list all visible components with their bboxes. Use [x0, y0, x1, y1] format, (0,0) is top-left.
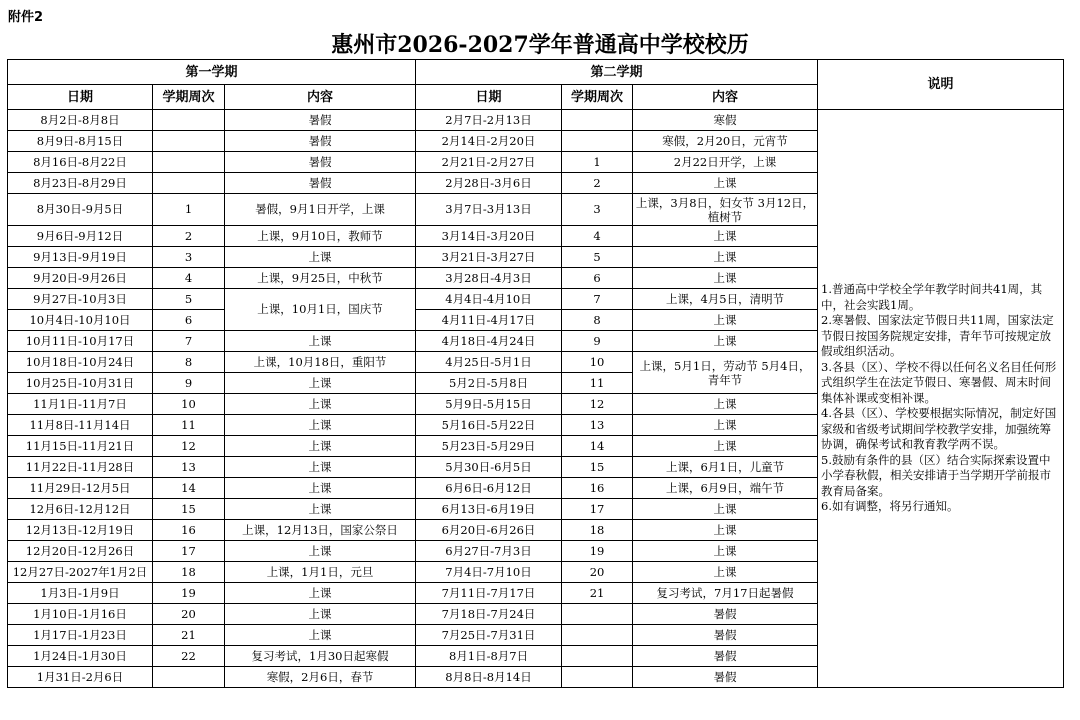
term2-week-cell: 13 — [562, 415, 633, 436]
term2-week-cell: 6 — [562, 268, 633, 289]
term1-week-cell: 21 — [153, 625, 225, 646]
term1-header: 第一学期 — [8, 60, 416, 85]
term1-content-cell: 上课 — [225, 499, 416, 520]
term1-week-cell: 11 — [153, 415, 225, 436]
term2-week-cell: 1 — [562, 152, 633, 173]
term2-date-cell: 7月4日-7月10日 — [416, 562, 562, 583]
term2-content-cell: 上课，3月8日，妇女节 3月12日，植树节 — [633, 194, 818, 226]
term2-week-cell: 4 — [562, 226, 633, 247]
term2-content-cell: 上课 — [633, 331, 818, 352]
term2-week-cell: 8 — [562, 310, 633, 331]
term2-date-cell: 3月7日-3月13日 — [416, 194, 562, 226]
term2-date-cell: 4月18日-4月24日 — [416, 331, 562, 352]
term2-week-cell — [562, 667, 633, 688]
term2-date-cell: 6月13日-6月19日 — [416, 499, 562, 520]
term1-week-cell — [153, 667, 225, 688]
term2-content-cell: 上课 — [633, 436, 818, 457]
term1-week-cell: 7 — [153, 331, 225, 352]
term1-week-header: 学期周次 — [153, 85, 225, 110]
term1-date-cell: 1月31日-2月6日 — [8, 667, 153, 688]
term2-date-cell: 6月20日-6月26日 — [416, 520, 562, 541]
term1-week-cell: 18 — [153, 562, 225, 583]
term2-date-cell: 5月30日-6月5日 — [416, 457, 562, 478]
term1-date-cell: 8月23日-8月29日 — [8, 173, 153, 194]
term2-date-cell: 4月11日-4月17日 — [416, 310, 562, 331]
note-item: 6.如有调整，将另行通知。 — [821, 499, 959, 514]
term1-date-cell: 11月22日-11月28日 — [8, 457, 153, 478]
term1-content-cell: 暑假 — [225, 131, 416, 152]
term1-content-cell: 上课 — [225, 247, 416, 268]
term2-content-cell: 上课 — [633, 226, 818, 247]
term1-date-cell: 11月1日-11月7日 — [8, 394, 153, 415]
term2-week-cell: 14 — [562, 436, 633, 457]
term1-week-cell: 8 — [153, 352, 225, 373]
term2-week-cell: 3 — [562, 194, 633, 226]
term1-date-cell: 12月20日-12月26日 — [8, 541, 153, 562]
term2-content-cell: 暑假 — [633, 667, 818, 688]
note-item: 5.鼓励有条件的县（区）结合实际探索设置中小学春秋假，相关安排请于当学期开学前报市教育局备案。 — [821, 452, 1052, 498]
term2-date-cell: 5月23日-5月29日 — [416, 436, 562, 457]
term1-date-cell: 8月9日-8月15日 — [8, 131, 153, 152]
term1-week-cell: 9 — [153, 373, 225, 394]
term2-week-cell — [562, 625, 633, 646]
term2-content-cell: 复习考试，7月17日起暑假 — [633, 583, 818, 604]
term2-week-cell — [562, 604, 633, 625]
attachment-label: 附件2 — [8, 10, 44, 25]
term1-content-cell: 复习考试，1月30日起寒假 — [225, 646, 416, 667]
term1-date-cell: 1月17日-1月23日 — [8, 625, 153, 646]
term1-week-cell: 10 — [153, 394, 225, 415]
term1-content-cell: 上课 — [225, 394, 416, 415]
term2-week-cell — [562, 131, 633, 152]
calendar-body — [8, 110, 1064, 688]
term2-date-cell: 2月14日-2月20日 — [416, 131, 562, 152]
term1-date-cell: 10月25日-10月31日 — [8, 373, 153, 394]
term2-date-cell: 5月2日-5月8日 — [416, 373, 562, 394]
term1-week-cell: 17 — [153, 541, 225, 562]
term2-content-cell: 2月22日开学，上课 — [633, 152, 818, 173]
term1-week-cell: 13 — [153, 457, 225, 478]
term1-date-cell: 1月24日-1月30日 — [8, 646, 153, 667]
term1-content-cell: 上课 — [225, 478, 416, 499]
term2-content-header: 内容 — [633, 85, 818, 110]
term2-date-cell: 2月28日-3月6日 — [416, 173, 562, 194]
term2-content-cell: 上课 — [633, 268, 818, 289]
term2-week-cell: 5 — [562, 247, 633, 268]
term1-date-cell: 10月4日-10月10日 — [8, 310, 153, 331]
term2-content-cell: 暑假 — [633, 604, 818, 625]
term1-content-cell: 上课 — [225, 331, 416, 352]
term2-date-cell: 7月18日-7月24日 — [416, 604, 562, 625]
term1-date-cell: 1月3日-1月9日 — [8, 583, 153, 604]
term2-date-cell: 5月16日-5月22日 — [416, 415, 562, 436]
term1-week-cell — [153, 131, 225, 152]
term2-content-cell: 寒假 — [633, 110, 818, 131]
term1-content-cell: 上课 — [225, 373, 416, 394]
notes-header: 说明 — [818, 60, 1064, 110]
term1-date-cell: 1月10日-1月16日 — [8, 604, 153, 625]
term1-content-cell: 上课 — [225, 625, 416, 646]
term1-date-cell: 8月16日-8月22日 — [8, 152, 153, 173]
term2-content-cell: 上课，6月9日，端午节 — [633, 478, 818, 499]
term1-content-cell: 暑假，9月1日开学，上课 — [225, 194, 416, 226]
term1-content-cell: 上课，1月1日，元旦 — [225, 562, 416, 583]
term1-date-cell: 10月18日-10月24日 — [8, 352, 153, 373]
term2-content-cell: 上课 — [633, 394, 818, 415]
term2-date-cell: 7月11日-7月17日 — [416, 583, 562, 604]
term2-date-cell: 3月28日-4月3日 — [416, 268, 562, 289]
term1-week-cell: 4 — [153, 268, 225, 289]
term2-week-cell: 15 — [562, 457, 633, 478]
term1-content-cell: 上课，12月13日，国家公祭日 — [225, 520, 416, 541]
term1-week-cell: 19 — [153, 583, 225, 604]
term2-week-header: 学期周次 — [562, 85, 633, 110]
term1-week-cell: 22 — [153, 646, 225, 667]
term1-date-header: 日期 — [8, 85, 153, 110]
term1-date-cell: 9月20日-9月26日 — [8, 268, 153, 289]
term1-week-cell — [153, 110, 225, 131]
term1-date-cell: 11月15日-11月21日 — [8, 436, 153, 457]
term2-date-header: 日期 — [416, 85, 562, 110]
term1-content-cell: 上课，10月1日，国庆节 — [225, 289, 416, 331]
term1-content-cell: 上课 — [225, 415, 416, 436]
term1-week-cell — [153, 173, 225, 194]
term2-content-cell: 上课 — [633, 247, 818, 268]
term2-date-cell: 3月21日-3月27日 — [416, 247, 562, 268]
term1-content-cell: 暑假 — [225, 173, 416, 194]
term2-content-cell: 上课 — [633, 415, 818, 436]
term2-content-cell: 上课 — [633, 310, 818, 331]
term2-date-cell: 8月8日-8月14日 — [416, 667, 562, 688]
term2-content-cell: 上课 — [633, 520, 818, 541]
term2-header: 第二学期 — [416, 60, 818, 85]
term1-date-cell: 12月27日-2027年1月2日 — [8, 562, 153, 583]
term1-week-cell: 6 — [153, 310, 225, 331]
term2-date-cell: 4月4日-4月10日 — [416, 289, 562, 310]
term1-content-cell: 上课，9月25日，中秋节 — [225, 268, 416, 289]
term1-week-cell: 5 — [153, 289, 225, 310]
term1-week-cell: 12 — [153, 436, 225, 457]
term2-date-cell: 8月1日-8月7日 — [416, 646, 562, 667]
term2-content-cell: 上课 — [633, 173, 818, 194]
term2-date-cell: 6月27日-7月3日 — [416, 541, 562, 562]
term2-date-cell: 7月25日-7月31日 — [416, 625, 562, 646]
term1-date-cell: 12月13日-12月19日 — [8, 520, 153, 541]
term1-week-cell: 3 — [153, 247, 225, 268]
term1-date-cell: 9月6日-9月12日 — [8, 226, 153, 247]
term1-content-cell: 暑假 — [225, 152, 416, 173]
term1-content-cell: 上课 — [225, 604, 416, 625]
term1-date-cell: 10月11日-10月17日 — [8, 331, 153, 352]
term2-week-cell: 20 — [562, 562, 633, 583]
notes-cell — [818, 110, 1064, 688]
school-calendar-table — [7, 59, 1064, 688]
term2-week-cell: 18 — [562, 520, 633, 541]
term2-content-cell: 上课 — [633, 499, 818, 520]
term1-content-cell: 上课 — [225, 541, 416, 562]
term2-week-cell: 12 — [562, 394, 633, 415]
term1-week-cell: 14 — [153, 478, 225, 499]
term1-content-cell: 寒假，2月6日，春节 — [225, 667, 416, 688]
term2-week-cell: 19 — [562, 541, 633, 562]
term1-date-cell: 9月27日-10月3日 — [8, 289, 153, 310]
term2-date-cell: 3月14日-3月20日 — [416, 226, 562, 247]
term1-content-cell: 上课 — [225, 583, 416, 604]
term2-week-cell: 10 — [562, 352, 633, 373]
term1-week-cell: 2 — [153, 226, 225, 247]
term2-date-cell: 5月9日-5月15日 — [416, 394, 562, 415]
term1-date-cell: 9月13日-9月19日 — [8, 247, 153, 268]
term2-date-cell: 6月6日-6月12日 — [416, 478, 562, 499]
term2-week-cell: 11 — [562, 373, 633, 394]
term1-week-cell: 1 — [153, 194, 225, 226]
term1-date-cell: 8月2日-8月8日 — [8, 110, 153, 131]
term2-content-cell: 上课，5月1日，劳动节 5月4日，青年节 — [633, 352, 818, 394]
term1-content-cell: 上课，9月10日，教师节 — [225, 226, 416, 247]
term2-date-cell: 4月25日-5月1日 — [416, 352, 562, 373]
term1-content-cell: 上课 — [225, 436, 416, 457]
note-item: 1.普通高中学校全学年教学时间共41周，其中，社会实践1周。 — [821, 282, 1043, 312]
term1-date-cell: 12月6日-12月12日 — [8, 499, 153, 520]
term2-content-cell: 暑假 — [633, 646, 818, 667]
note-item: 3.各县（区）、学校不得以任何名义名目任何形式组织学生在法定节假日、寒暑假、周末时间集体补课或变相补课。 — [821, 359, 1057, 405]
term2-week-cell: 9 — [562, 331, 633, 352]
table-row — [8, 110, 1064, 131]
term2-week-cell — [562, 110, 633, 131]
term2-date-cell: 2月21日-2月27日 — [416, 152, 562, 173]
term2-content-cell: 上课，4月5日，清明节 — [633, 289, 818, 310]
term2-week-cell: 17 — [562, 499, 633, 520]
note-item: 2.寒暑假、国家法定节假日共11周，国家法定节假日按国务院规定安排，青年节可按规定放假或组织活动。 — [821, 313, 1054, 359]
term2-content-cell: 暑假 — [633, 625, 818, 646]
page-title: 惠州市2026-2027学年普通高中学校校历 — [331, 32, 749, 58]
term1-date-cell: 11月8日-11月14日 — [8, 415, 153, 436]
note-item: 4.各县（区）、学校要根据实际情况，制定好国家级和省级考试期间学校教学安排，加强统筹协调，确保考试和教育教学两不误。 — [821, 406, 1057, 452]
term2-week-cell: 21 — [562, 583, 633, 604]
term2-week-cell: 16 — [562, 478, 633, 499]
term2-date-cell: 2月7日-2月13日 — [416, 110, 562, 131]
term2-content-cell: 上课 — [633, 541, 818, 562]
term2-content-cell: 上课，6月1日，儿童节 — [633, 457, 818, 478]
term2-content-cell: 上课 — [633, 562, 818, 583]
term1-week-cell: 15 — [153, 499, 225, 520]
term1-date-cell: 11月29日-12月5日 — [8, 478, 153, 499]
term2-week-cell: 7 — [562, 289, 633, 310]
term1-content-header: 内容 — [225, 85, 416, 110]
term2-week-cell — [562, 646, 633, 667]
term1-week-cell: 16 — [153, 520, 225, 541]
term1-content-cell: 上课，10月18日，重阳节 — [225, 352, 416, 373]
term2-content-cell: 寒假，2月20日，元宵节 — [633, 131, 818, 152]
term1-content-cell: 暑假 — [225, 110, 416, 131]
term1-content-cell: 上课 — [225, 457, 416, 478]
term2-week-cell: 2 — [562, 173, 633, 194]
term1-date-cell: 8月30日-9月5日 — [8, 194, 153, 226]
term1-week-cell — [153, 152, 225, 173]
term1-week-cell: 20 — [153, 604, 225, 625]
